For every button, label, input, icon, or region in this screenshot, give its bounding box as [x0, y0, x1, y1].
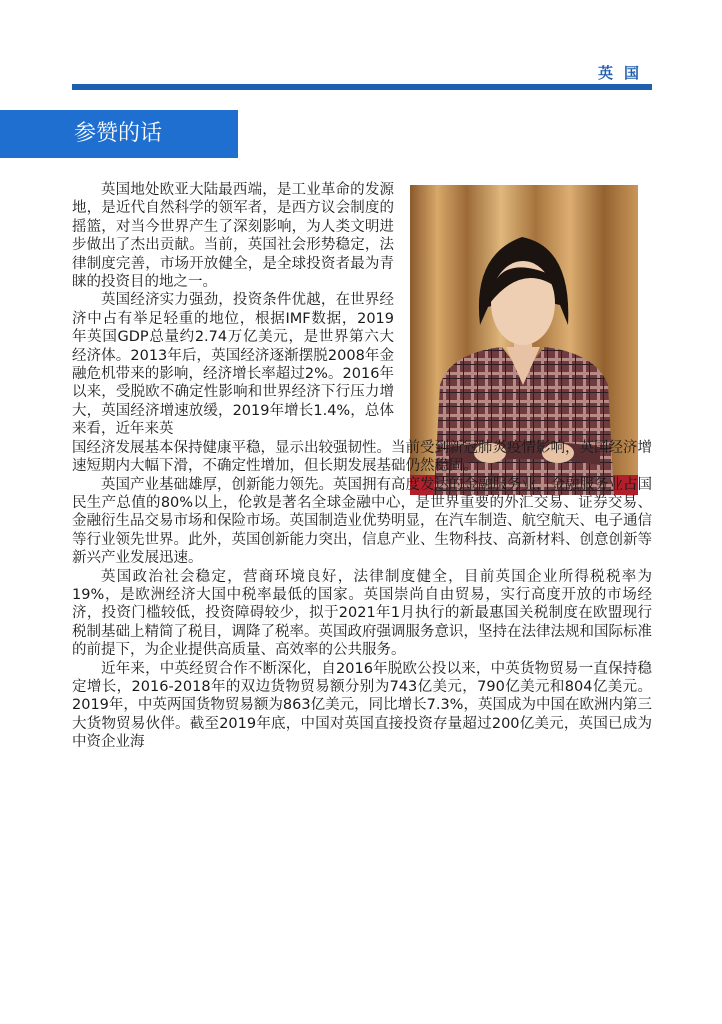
paragraph-economy: 英国经济实力强劲，投资条件优越，在世界经济中占有举足轻重的地位，根据IMF数据，2019年英国GDP总量约2.74万亿美元，是世界第六大经济体。2013年后，英国经济逐渐摆脱2008年金融危机带来的影响，经济增长率超过2%。2016年以来，受脱欧不确定性影响和世界经济下行压力增大，英国经济增速放缓，2019年增长1.4%，总体来看，近年来英 — [72, 292, 394, 438]
paragraph-industry: 英国产业基础雄厚，创新能力领先。英国拥有高度发达的金融服务业，金融服务业占国民生产总值的80%以上，伦敦是著名全球金融中心，是世界重要的外汇交易、证券交易、金融衍生品交易市场和保险市场。英国制造业优势明显，在汽车制造、航空航天、电子通信等行业领先世界。此外，英国创新能力突出，信息产业、生物科技、高新材料、创意创新等新兴产业发展迅速。 — [72, 476, 652, 567]
country-header: 英国 — [598, 64, 651, 82]
section-banner — [0, 110, 238, 158]
section-title: 参赞的话 — [74, 121, 163, 146]
header-rule — [72, 84, 652, 90]
paragraph-environment: 英国政治社会稳定，营商环境良好，法律制度健全，目前英国企业所得税税率为19%，是欧洲经济大国中税率最低的国家。英国崇尚自由贸易，实行高度开放的市场经济，投资门槛较低，投资障碍较少，拟于2021年1月执行的新最惠国关税制度在欧盟现行税制基础上精简了税目，调降了税率。英国政府强调服务意识，坚持在法律法规和国际标准的前提下，为企业提供高质量、高效率的公共服务。 — [72, 568, 652, 659]
paragraph-economy-continued: 国经济发展基本保持健康平稳，显示出较强韧性。当前受到新冠肺炎疫情影响，英国经济增速短期内大幅下滑，不确定性增加，但长期发展基础仍然稳固。 — [72, 439, 652, 475]
article-body — [72, 181, 652, 752]
paragraph-intro: 英国地处欧亚大陆最西端，是工业革命的发源地，是近代自然科学的领军者，是西方议会制度的摇篮，对当今世界产生了深刻影响，为人类文明进步做出了杰出贡献。当前，英国社会形势稳定，法律制度完善，市场开放健全，是全球投资者最为青睐的投资目的地之一。 — [72, 182, 394, 291]
paragraph-trade: 近年来，中英经贸合作不断深化，自2016年脱欧公投以来，中英货物贸易一直保持稳定增长，2016-2018年的双边货物贸易额分别为743亿美元，790亿美元和804亿美元。2019年，中英两国货物贸易额为863亿美元，同比增长7.3%，英国成为中国在欧洲内第三大货物贸易伙伴。截至2019年底，中国对英国直接投资存量超过200亿美元，英国已成为中资企业海 — [72, 660, 652, 751]
